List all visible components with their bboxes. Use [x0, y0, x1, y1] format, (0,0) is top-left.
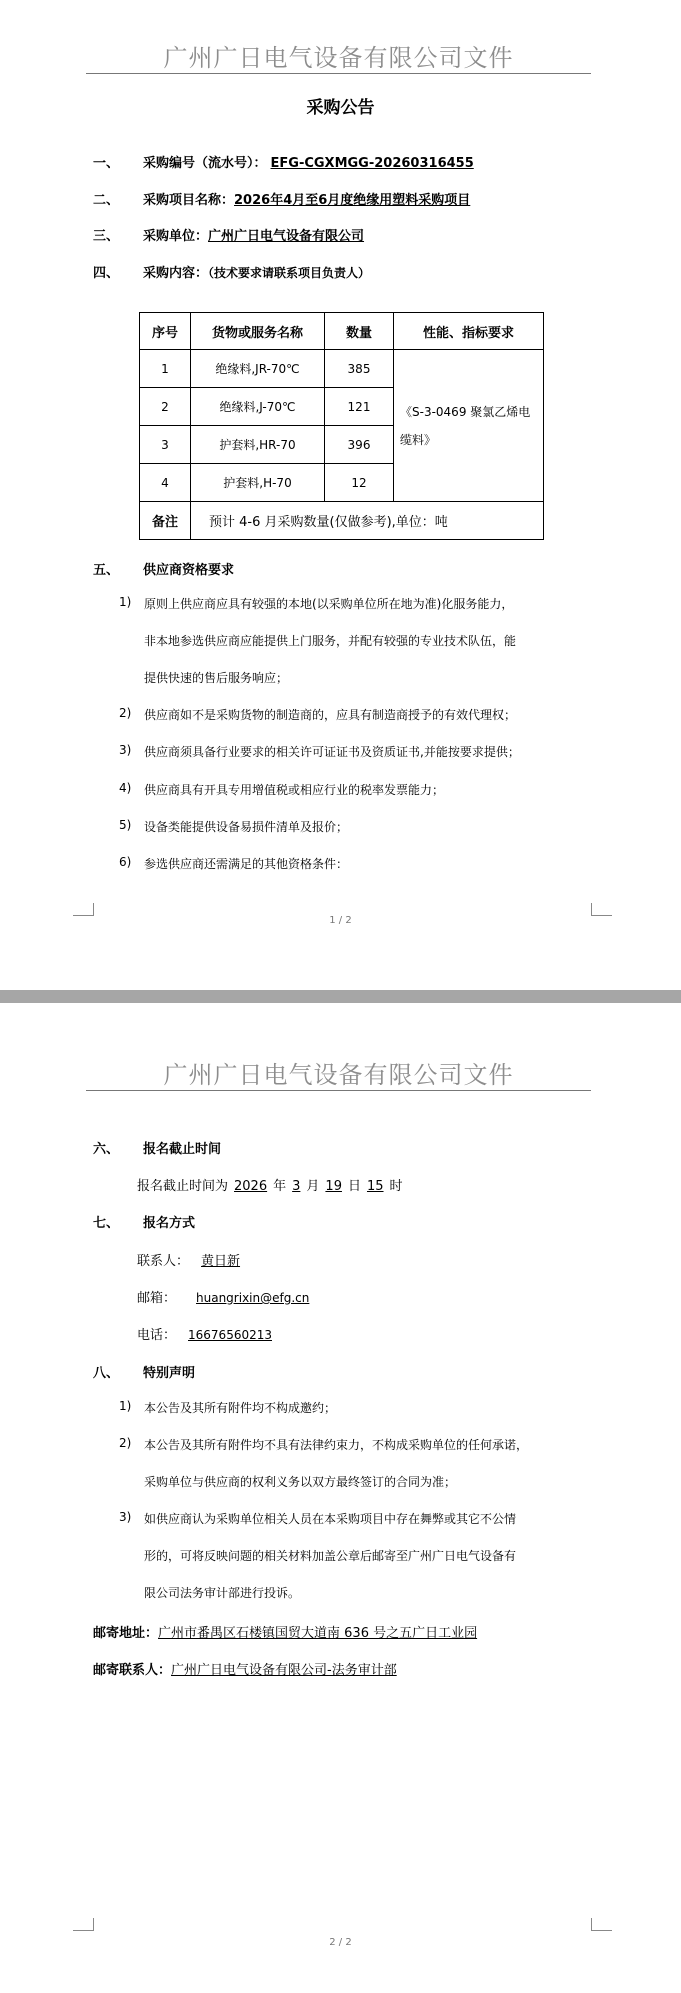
page-separator: [0, 990, 681, 1003]
section-5: [93, 559, 234, 578]
cell-name: 护套料,HR-70: [191, 426, 325, 464]
procurement-table: [139, 312, 544, 540]
performance-line: 《S-3-0469 聚氯乙烯电: [400, 404, 531, 419]
email-label: 邮箱：: [137, 1291, 177, 1306]
document-page-1: [0, 0, 681, 990]
cell-no: 2: [140, 388, 191, 426]
phone-line: [137, 1324, 288, 1343]
qualification-text: 提供快速的售后服务响应；: [144, 671, 289, 685]
deadline-year: 2026: [234, 1179, 268, 1194]
cell-qty: 385: [325, 350, 394, 388]
section-label: 采购项目名称：: [143, 193, 235, 208]
deadline-month: 3: [292, 1179, 301, 1194]
remark-label: 备注: [140, 502, 191, 540]
cell-no: 4: [140, 464, 191, 502]
document-page-2: [0, 1003, 681, 1993]
qualification-text: 非本地参选供应商应能提供上门服务，并配有较强的专业技术队伍，能: [144, 634, 517, 648]
mailing-address: 广州市番禺区石楼镇国贸大道南 636 号之五广日工业园: [158, 1626, 478, 1641]
declaration-number: 3): [119, 1510, 132, 1524]
qualification-text: 供应商具有开具专用增值税或相应行业的税率发票能力；: [144, 783, 445, 797]
section-label: 供应商资格要求: [143, 563, 235, 578]
section-4: [93, 262, 370, 281]
mailing-contact: 广州广日电气设备有限公司-法务审计部: [171, 1663, 397, 1678]
qualification-number: 6): [119, 855, 132, 869]
header-company-title: 广州广日电气设备有限公司文件: [163, 1061, 514, 1089]
table-header: 货物或服务名称: [191, 313, 325, 350]
table-remark-row: [140, 502, 544, 540]
remark-text: 预计 4-6 月采购数量(仅做参考),单位：吨: [191, 502, 544, 540]
phone-label: 电话：: [137, 1328, 177, 1343]
contact-line: [137, 1250, 256, 1269]
mailing-address-line: [93, 1622, 477, 1641]
deadline-day-unit: 日: [347, 1179, 361, 1194]
table-header: 序号: [140, 313, 191, 350]
table-header: 性能、指标要求: [394, 313, 544, 350]
qualification-text: 原则上供应商应具有较强的本地(以采购单位所在地为准)化服务能力，: [144, 597, 514, 611]
qualification-text: 设备类能提供设备易损件清单及报价；: [144, 820, 349, 834]
declaration-text: 采购单位与供应商的权利义务以双方最终签订的合同为准；: [144, 1475, 457, 1489]
section-number: 二、: [93, 193, 120, 208]
table-row: [140, 350, 544, 388]
section-label: 报名方式: [143, 1216, 196, 1231]
header-company-title: 广州广日电气设备有限公司文件: [163, 44, 514, 72]
section-8: [93, 1362, 195, 1381]
document-title: 采购公告: [306, 98, 375, 118]
section-number: 三、: [93, 229, 120, 244]
section-number: 一、: [93, 156, 120, 171]
cell-qty: 12: [325, 464, 394, 502]
page-number: 2 / 2: [329, 1937, 352, 1948]
declaration-number: 2): [119, 1436, 132, 1450]
cell-no: 1: [140, 350, 191, 388]
section-label: 报名截止时间: [143, 1142, 222, 1157]
section-number: 七、: [93, 1216, 120, 1231]
section-number: 六、: [93, 1142, 120, 1157]
section-1: [93, 152, 478, 171]
declaration-number: 1): [119, 1399, 132, 1413]
declaration-text: 如供应商认为采购单位相关人员在本采购项目中存在舞弊或其它不公情: [144, 1512, 517, 1526]
cell-qty: 396: [325, 426, 394, 464]
section-label: 特别声明: [143, 1366, 196, 1381]
project-name: 2026年4月至6月度绝缘用塑料采购项目: [234, 193, 471, 208]
page-corner-mark: [73, 1918, 94, 1931]
qualification-number: 3): [119, 743, 132, 757]
page-corner-mark: [591, 1918, 612, 1931]
section-note: （技术要求请联系项目负责人）: [208, 266, 371, 280]
section-3: [93, 225, 364, 244]
cell-qty: 121: [325, 388, 394, 426]
deadline-line: [137, 1175, 403, 1194]
mailing-contact-line: [93, 1659, 397, 1678]
section-number: 五、: [93, 563, 120, 578]
section-label: 采购单位：: [143, 229, 209, 244]
section-7: [93, 1212, 195, 1231]
cell-performance: [394, 350, 544, 502]
deadline-hour-unit: 时: [389, 1179, 403, 1194]
table-header-row: [140, 313, 544, 350]
cell-name: 绝缘料,J-70℃: [191, 388, 325, 426]
section-2: [93, 189, 490, 208]
qualification-text: 供应商如不是采购货物的制造商的，应具有制造商授予的有效代理权；: [144, 708, 517, 722]
cell-name: 绝缘料,JR-70℃: [191, 350, 325, 388]
section-6: [93, 1138, 221, 1157]
email-value: huangrixin@efg.cn: [196, 1291, 310, 1305]
declaration-text: 限公司法务审计部进行投诉。: [144, 1586, 301, 1600]
deadline-hour: 15: [366, 1179, 384, 1194]
declaration-text: 形的，可将反映问题的相关材料加盖公章后邮寄至广州广日电气设备有: [144, 1549, 517, 1563]
performance-line: 缆料》: [400, 432, 437, 447]
phone-value: 16676560213: [188, 1328, 272, 1342]
contact-label: 联系人：: [137, 1254, 190, 1269]
qualification-number: 2): [119, 706, 132, 720]
procurement-number: EFG-CGXMGG-20260316455: [270, 156, 474, 171]
section-number: 四、: [93, 266, 120, 281]
cell-name: 护套料,H-70: [191, 464, 325, 502]
qualification-number: 1): [119, 595, 132, 609]
qualification-number: 5): [119, 818, 132, 832]
qualification-text: 参选供应商还需满足的其他资格条件：: [144, 857, 349, 871]
declaration-text: 本公告及其所有附件均不具有法律约束力，不构成采购单位的任何承诺，: [144, 1438, 529, 1452]
header-rule: [86, 1090, 591, 1091]
header-rule: [86, 73, 591, 74]
mailing-address-label: 邮寄地址：: [93, 1626, 159, 1641]
section-label: 采购内容：: [143, 266, 209, 281]
qualification-text: 供应商须具备行业要求的相关许可证证书及资质证书,并能按要求提供；: [144, 745, 520, 759]
page-number: 1 / 2: [329, 915, 352, 926]
section-label: 采购编号（流水号）：: [143, 156, 267, 171]
qualification-number: 4): [119, 781, 132, 795]
deadline-year-unit: 年: [273, 1179, 287, 1194]
deadline-month-unit: 月: [306, 1179, 320, 1194]
contact-name: 黄日新: [201, 1254, 241, 1269]
cell-no: 3: [140, 426, 191, 464]
email-line: [137, 1287, 325, 1306]
deadline-day: 19: [325, 1179, 342, 1194]
mailing-contact-label: 邮寄联系人：: [93, 1663, 172, 1678]
declaration-text: 本公告及其所有附件均不构成邀约；: [144, 1401, 337, 1415]
purchasing-unit: 广州广日电气设备有限公司: [208, 229, 365, 244]
section-number: 八、: [93, 1366, 120, 1381]
table-header: 数量: [325, 313, 394, 350]
deadline-prefix: 报名截止时间为: [137, 1179, 229, 1194]
